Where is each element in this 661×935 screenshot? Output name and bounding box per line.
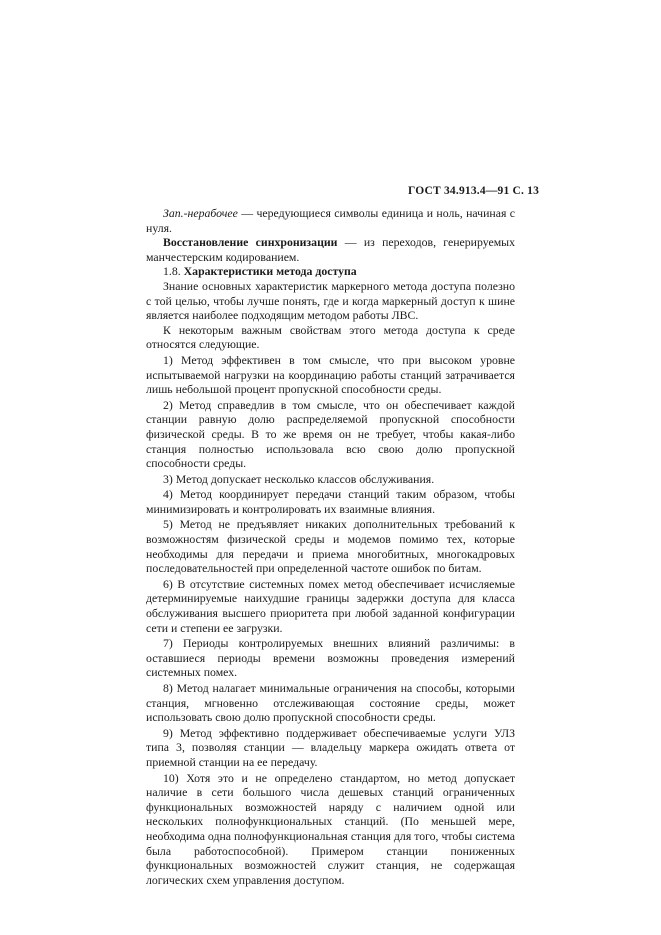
definition-term: Зап.-нерабочее bbox=[163, 206, 238, 220]
list-item: 3) Метод допускает несколько классов обслуживания. bbox=[163, 471, 435, 486]
definition-paragraph bbox=[146, 206, 515, 235]
definition-text: — из переходов, генерируемых манчестерским кодированием. bbox=[146, 235, 515, 264]
list-item: 2) Метод справедлив в том смысле, что он обеспечивает каждой станции равную долю распределяемой пропускной способности физической среды. В то же время он не требует, чтобы какая-либо станция полностью использовала всю свою долю пропускной способности среды. bbox=[146, 397, 515, 471]
definition-paragraph bbox=[146, 235, 515, 264]
section-title: Характеристики метода доступа bbox=[183, 264, 357, 279]
body-paragraph: Знание основных характеристик маркерного метода доступа полезно с той целью, чтобы лучше понять, где и когда маркерный доступ к шине является наиболее подходящим методом работы ЛВС. bbox=[146, 278, 515, 323]
body-paragraph: К некоторым важным свойствам этого метода доступа к среде относятся следующие. bbox=[146, 322, 515, 352]
list-item: 1) Метод эффективен в том смысле, что при высоком уровне испытываемой нагрузки на координацию работы станций затрачивается лишь небольшой процент пропускной способности среды. bbox=[146, 352, 515, 397]
definition-term: Восстановление синхронизации bbox=[163, 235, 338, 250]
definition-text: — чередующиеся символы единица и ноль, начиная с нуля. bbox=[146, 206, 515, 235]
list-item: 7) Периоды контролируемых внешних влияний различимы: в оставшиеся периоды времени возможны проведения измерений системных помех. bbox=[146, 636, 515, 680]
list-item: 8) Метод налагает минимальные ограничения на способы, которыми станция, мгновенно отслеживающая состояние среды, может использовать свою долю пропускной способности среды. bbox=[146, 681, 515, 725]
section-number: 1.8. bbox=[163, 264, 181, 279]
section-heading bbox=[146, 264, 515, 279]
list-item: 9) Метод эффективно поддерживает обеспечиваемые услуги УЛЗ типа 3, позволяя станции — владельцу маркера ожидать ответа от приемной станции на ее передачу. bbox=[146, 725, 515, 769]
list-item: 10) Хотя это и не определено стандартом, но метод допускает наличие в сети большого числа дешевых станций ограниченных функциональных возможностей наряду с наличием одной или нескольких полнофункциональных станций. (По меньшей мере, необходима одна полнофункциональная станция для того, чтобы система была работоспособной). Примером станции пониженных функциональных возможностей служит станция, не содержащая логических схем управления доступом. bbox=[146, 770, 515, 887]
list-item: 6) В отсутствие системных помех метод обеспечивает исчисляемые детерминируемые наихудшие границы задержки доступа для класса обслуживания высшего приоритета при любой заданной конфигурации сети и степени ее загрузки. bbox=[146, 576, 515, 635]
document-body bbox=[146, 206, 515, 887]
list-item: 5) Метод не предъявляет никаких дополнительных требований к возможностям физической среды и модемов помимо тех, которые необходимы для передачи и приема многобитных, многокадровых последовательностей при определенной частоте ошибок по битам. bbox=[146, 517, 515, 576]
page-header: ГОСТ 34.913.4—91 С. 13 bbox=[408, 185, 540, 197]
list-item: 4) Метод координирует передачи станций таким образом, чтобы минимизировать и контролировать их взаимные влияния. bbox=[146, 487, 515, 516]
